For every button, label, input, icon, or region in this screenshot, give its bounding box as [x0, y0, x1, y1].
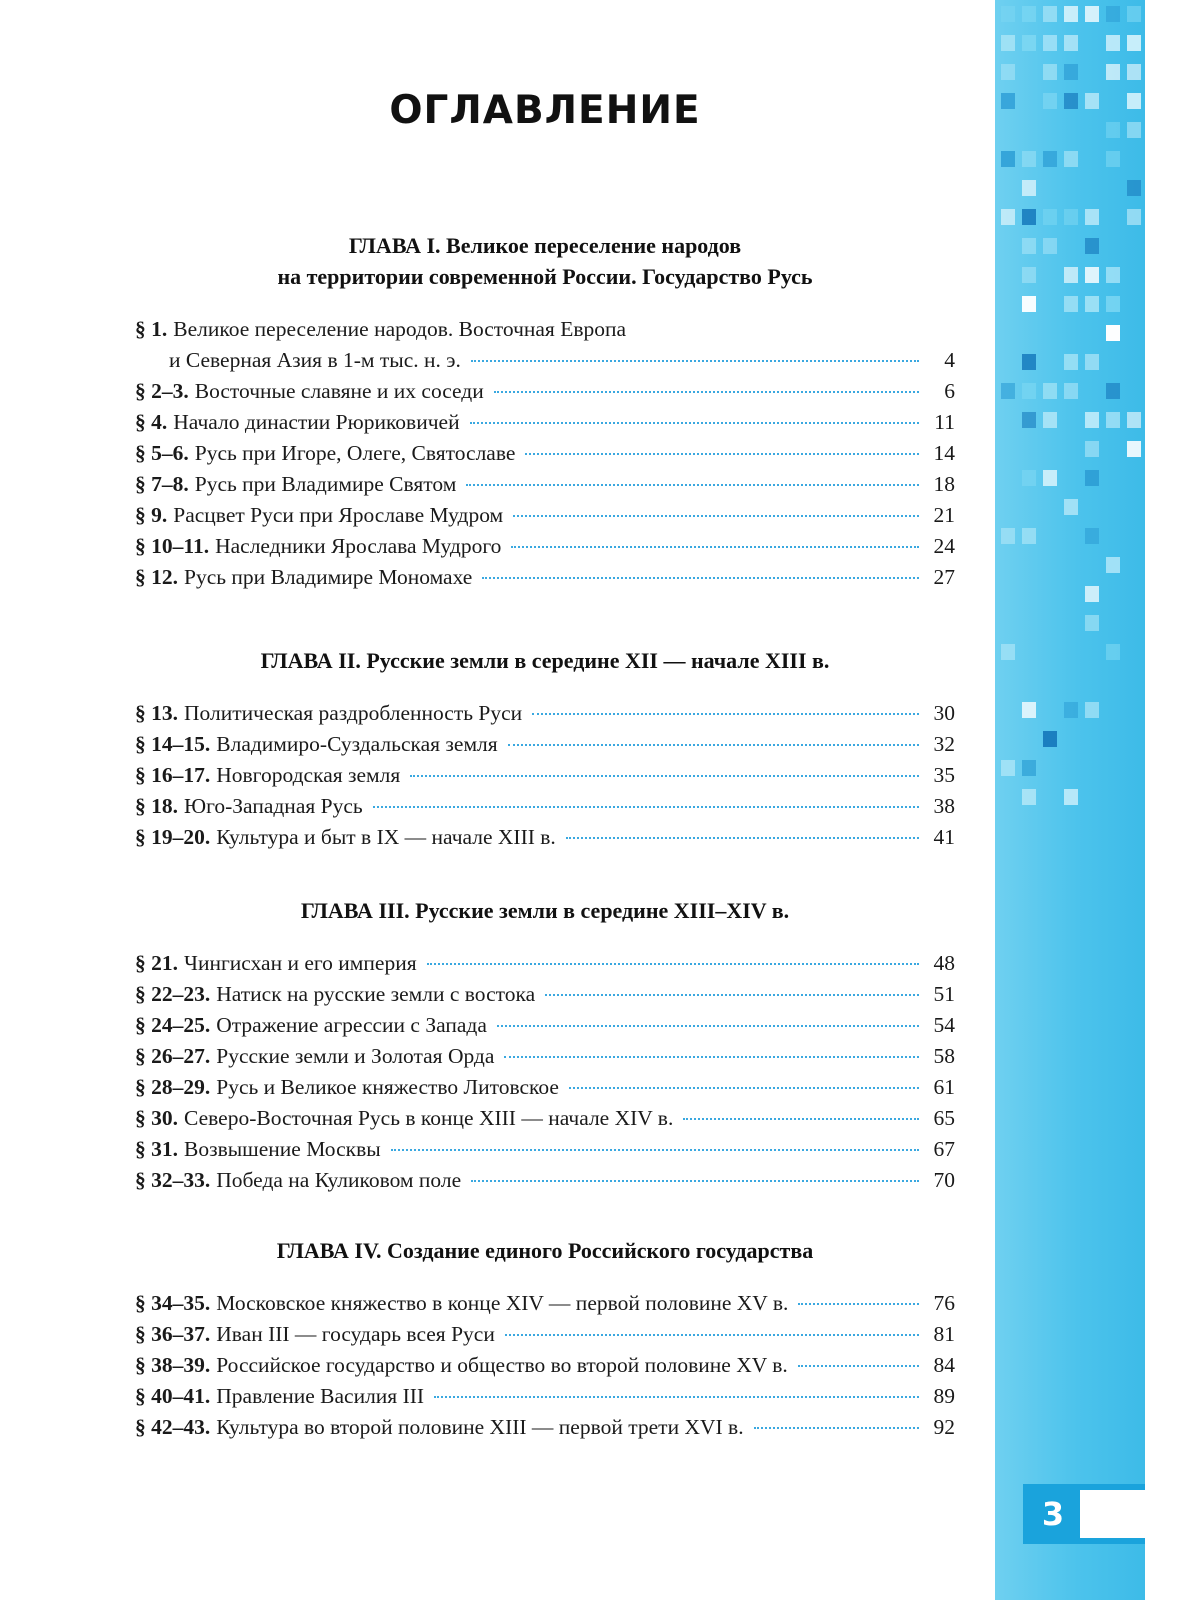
dot-leader: [798, 1303, 919, 1305]
mosaic-tile: [1064, 499, 1078, 515]
mosaic-tile: [1043, 209, 1057, 225]
mosaic-tile: [1001, 6, 1015, 22]
dot-leader: [427, 963, 919, 965]
toc-entry[interactable]: § 28–29. Русь и Великое княжество Литовское 61: [135, 1072, 955, 1103]
mosaic-tile: [1001, 93, 1015, 109]
mosaic-tile: [1064, 209, 1078, 225]
page-ref: 4: [944, 348, 955, 372]
toc-entry[interactable]: § 10–11. Наследники Ярослава Мудрого 24: [135, 531, 955, 562]
toc-entry[interactable]: § 1. Великое переселение народов. Восточная Европа: [135, 317, 627, 341]
page-ref: 30: [933, 701, 955, 725]
toc-entry[interactable]: § 7–8. Русь при Владимире Святом 18: [135, 469, 955, 500]
mosaic-tile: [1064, 35, 1078, 51]
mosaic-tile: [1043, 93, 1057, 109]
mosaic-tile: [1106, 296, 1120, 312]
mosaic-tile: [1085, 586, 1099, 602]
mosaic-tile: [1064, 151, 1078, 167]
mosaic-tile: [1022, 789, 1036, 805]
page-ref: 24: [933, 534, 955, 558]
mosaic-tile: [1085, 528, 1099, 544]
toc-entry[interactable]: § 22–23. Натиск на русские земли с востока 51: [135, 979, 955, 1010]
dot-leader: [513, 515, 919, 517]
mosaic-tile: [1043, 64, 1057, 80]
mosaic-tile: [1106, 122, 1120, 138]
mosaic-tile: [1085, 354, 1099, 370]
mosaic-tile: [1001, 64, 1015, 80]
mosaic-tile: [1043, 470, 1057, 486]
toc-entry[interactable]: § 18. Юго-Западная Русь 38: [135, 791, 955, 822]
toc-entry[interactable]: § 21. Чингисхан и его империя 48: [135, 948, 955, 979]
dot-leader: [470, 422, 919, 424]
mosaic-tile: [1106, 267, 1120, 283]
page-ref: 27: [933, 565, 955, 589]
chapter-1: [135, 230, 955, 593]
toc-entry[interactable]: § 34–35. Московское княжество в конце XIV — первой половине XV в. 76: [135, 1288, 955, 1319]
page-number: 3: [1041, 1495, 1065, 1533]
decorative-sidebar: [995, 0, 1145, 1600]
mosaic-tile: [1085, 209, 1099, 225]
mosaic-tile: [1106, 644, 1120, 660]
mosaic-tile: [1022, 6, 1036, 22]
mosaic-tile: [1022, 528, 1036, 544]
mosaic-tile: [1022, 470, 1036, 486]
mosaic-tile: [1022, 35, 1036, 51]
mosaic-tile: [1043, 238, 1057, 254]
mosaic-tile: [1127, 412, 1141, 428]
dot-leader: [798, 1365, 919, 1367]
mosaic-tile: [1022, 702, 1036, 718]
mosaic-tile: [1106, 35, 1120, 51]
mosaic-tile: [1064, 296, 1078, 312]
toc-entry[interactable]: § 38–39. Российское государство и общество во второй половине XV в. 84: [135, 1350, 955, 1381]
toc-entry[interactable]: § 9. Расцвет Руси при Ярославе Мудром 21: [135, 500, 955, 531]
dot-leader: [566, 837, 919, 839]
dot-leader: [508, 744, 919, 746]
toc-entry[interactable]: § 4. Начало династии Рюриковичей 11: [135, 407, 955, 438]
page-ref: 51: [933, 982, 955, 1006]
page-ref: 92: [933, 1415, 955, 1439]
dot-leader: [504, 1056, 919, 1058]
page-ref: 18: [933, 472, 955, 496]
mosaic-tile: [1085, 93, 1099, 109]
mosaic-tile: [1106, 151, 1120, 167]
page-ref: 38: [933, 794, 955, 818]
mosaic-tile: [1064, 6, 1078, 22]
dot-leader: [511, 546, 919, 548]
dot-leader: [569, 1087, 919, 1089]
page-ref: 11: [934, 410, 955, 434]
mosaic-tile: [1043, 6, 1057, 22]
dot-leader: [754, 1427, 919, 1429]
page-ref: 14: [933, 441, 955, 465]
mosaic-tile: [1106, 6, 1120, 22]
page-ref: 61: [933, 1075, 955, 1099]
page-ref: 76: [933, 1291, 955, 1315]
mosaic-tile: [1001, 760, 1015, 776]
toc-entry[interactable]: § 26–27. Русские земли и Золотая Орда 58: [135, 1041, 955, 1072]
dot-leader: [471, 1180, 919, 1182]
chapter-heading: ГЛАВА I. Великое переселение народов на территории современной России. Государство Русь: [277, 233, 813, 289]
dot-leader: [545, 994, 919, 996]
mosaic-tile: [1022, 296, 1036, 312]
toc-entry[interactable]: § 5–6. Русь при Игоре, Олеге, Святославе 14: [135, 438, 955, 469]
mosaic-tile: [1043, 731, 1057, 747]
mosaic-tile: [1022, 354, 1036, 370]
mosaic-tile: [1106, 64, 1120, 80]
page-ref: 89: [933, 1384, 955, 1408]
mosaic-tile: [1022, 209, 1036, 225]
page-number-tab-notch: [1080, 1490, 1145, 1538]
mosaic-tile: [1022, 151, 1036, 167]
entry-list: [135, 1288, 955, 1443]
mosaic-tile: [1085, 6, 1099, 22]
mosaic-tile: [1001, 209, 1015, 225]
mosaic-tile: [1085, 267, 1099, 283]
chapter-2: [135, 645, 955, 853]
chapter-heading: ГЛАВА II. Русские земли в середине XII — начале XIII в.: [260, 648, 830, 673]
dot-leader: [391, 1149, 919, 1151]
dot-leader: [471, 360, 919, 362]
mosaic-tile: [1106, 557, 1120, 573]
mosaic-tile: [1106, 412, 1120, 428]
mosaic-tile: [1022, 267, 1036, 283]
entry-list: [135, 698, 955, 853]
dot-leader: [494, 391, 919, 393]
toc-entry[interactable]: § 32–33. Победа на Куликовом поле 70: [135, 1165, 955, 1196]
mosaic-tile: [1085, 238, 1099, 254]
chapter-3: [135, 895, 955, 1196]
mosaic-tile: [1064, 267, 1078, 283]
mosaic-tile: [1064, 383, 1078, 399]
mosaic-tile: [1022, 238, 1036, 254]
mosaic-tile: [1106, 325, 1120, 341]
page-ref: 54: [933, 1013, 955, 1037]
dot-leader: [497, 1025, 919, 1027]
toc-entry[interactable]: § 14–15. Владимиро-Суздальская земля 32: [135, 729, 955, 760]
mosaic-tile: [1043, 151, 1057, 167]
page-ref: 65: [933, 1106, 955, 1130]
page-ref: 6: [944, 379, 955, 403]
toc-entry[interactable]: § 12. Русь при Владимире Мономахе 27: [135, 562, 955, 593]
mosaic-tile: [1085, 296, 1099, 312]
mosaic-tile: [1085, 412, 1099, 428]
page-ref: 21: [933, 503, 955, 527]
mosaic-tile: [1043, 383, 1057, 399]
toc-entry[interactable]: § 13. Политическая раздробленность Руси 30: [135, 698, 955, 729]
mosaic-tile: [1022, 760, 1036, 776]
toc-entry[interactable]: § 31. Возвышение Москвы 67: [135, 1134, 955, 1165]
toc-entry[interactable]: § 24–25. Отражение агрессии с Запада 54: [135, 1010, 955, 1041]
mosaic-tile: [1127, 93, 1141, 109]
chapter-4: [135, 1235, 955, 1443]
dot-leader: [410, 775, 919, 777]
dot-leader: [434, 1396, 919, 1398]
mosaic-tile: [1127, 180, 1141, 196]
page-ref: 70: [933, 1168, 955, 1192]
chapter-heading: ГЛАВА III. Русские земли в середине XIII–XIV в.: [300, 898, 790, 923]
entry-list: [135, 948, 955, 1196]
dot-leader: [373, 806, 919, 808]
mosaic-tile: [1022, 412, 1036, 428]
mosaic-tile: [1085, 470, 1099, 486]
mosaic-tile: [1001, 644, 1015, 660]
page-ref: 35: [933, 763, 955, 787]
dot-leader: [482, 577, 919, 579]
page-ref: 81: [933, 1322, 955, 1346]
dot-leader: [466, 484, 919, 486]
toc-entry[interactable]: § 2–3. Восточные славяне и их соседи 6: [135, 376, 955, 407]
page-ref: 32: [933, 732, 955, 756]
page-ref: 84: [933, 1353, 955, 1377]
mosaic-tile: [1001, 151, 1015, 167]
mosaic-tile: [1043, 412, 1057, 428]
mosaic-tile: [1064, 64, 1078, 80]
toc-entry[interactable]: § 42–43. Культура во второй половине XIII — первой трети XVI в. 92: [135, 1412, 955, 1443]
mosaic-tile: [1064, 354, 1078, 370]
page-title: ОГЛАВЛЕНИЕ: [389, 88, 701, 133]
mosaic-tile: [1001, 35, 1015, 51]
mosaic-tile: [1127, 6, 1141, 22]
mosaic-tile: [1085, 702, 1099, 718]
dot-leader: [505, 1334, 919, 1336]
page-ref: 67: [933, 1137, 955, 1161]
toc-entry[interactable]: § 36–37. Иван III — государь всея Руси 81: [135, 1319, 955, 1350]
toc-entry-continuation[interactable]: и Северная Азия в 1-м тыс. н. э. 4: [135, 345, 955, 376]
mosaic-tile: [1001, 383, 1015, 399]
mosaic-tile: [1064, 789, 1078, 805]
mosaic-tile: [1106, 383, 1120, 399]
mosaic-tile: [1127, 122, 1141, 138]
mosaic-tile: [1085, 441, 1099, 457]
entry-list: [135, 314, 955, 593]
toc-entry[interactable]: § 30. Северо-Восточная Русь в конце XIII — начале XIV в. 65: [135, 1103, 955, 1134]
mosaic-tile: [1085, 615, 1099, 631]
dot-leader: [525, 453, 919, 455]
mosaic-tile: [1064, 93, 1078, 109]
mosaic-tile: [1022, 383, 1036, 399]
mosaic-tile: [1127, 35, 1141, 51]
mosaic-tile: [1127, 209, 1141, 225]
mosaic-tile: [1127, 441, 1141, 457]
toc-entry[interactable]: § 19–20. Культура и быт в IX — начале XIII в. 41: [135, 822, 955, 853]
page-ref: 58: [933, 1044, 955, 1068]
dot-leader: [532, 713, 919, 715]
page-ref: 48: [933, 951, 955, 975]
toc-entry[interactable]: § 16–17. Новгородская земля 35: [135, 760, 955, 791]
mosaic-tile: [1064, 702, 1078, 718]
mosaic-tile: [1127, 64, 1141, 80]
chapter-heading: ГЛАВА IV. Создание единого Российского государства: [276, 1238, 814, 1263]
mosaic-tile: [1022, 180, 1036, 196]
page-ref: 41: [933, 825, 955, 849]
mosaic-tile: [1043, 35, 1057, 51]
dot-leader: [683, 1118, 919, 1120]
mosaic-tile: [1001, 528, 1015, 544]
toc-entry[interactable]: § 40–41. Правление Василия III 89: [135, 1381, 955, 1412]
